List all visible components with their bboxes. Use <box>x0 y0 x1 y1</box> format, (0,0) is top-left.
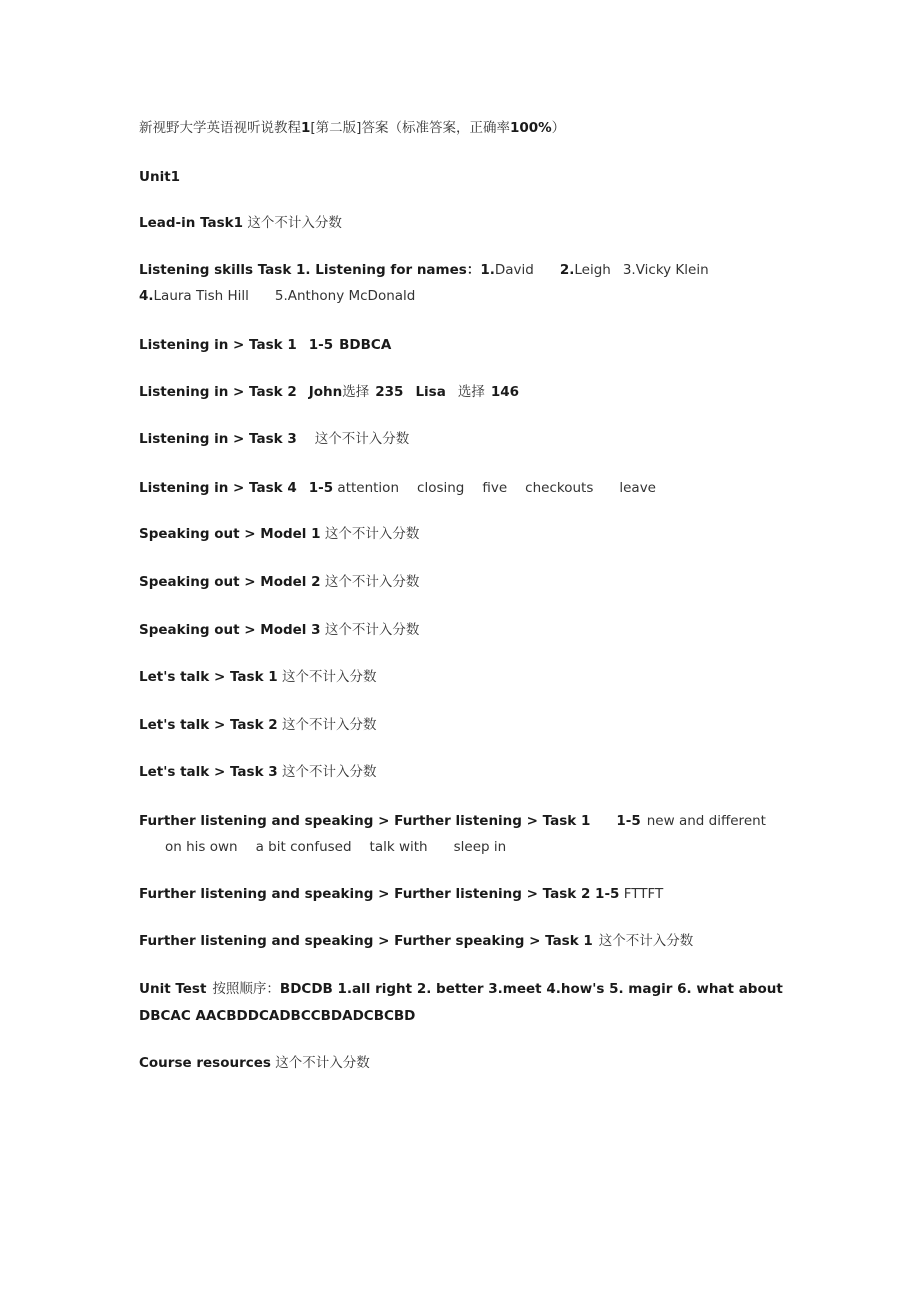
lets-talk-task1: Let's talk > Task 1 这个不计入分数 <box>139 669 377 685</box>
listening-in-task1: Listening in > Task 1 1-5 BDBCA <box>139 337 392 353</box>
leadin-task1: Lead-in Task1 这个不计入分数 <box>139 215 342 231</box>
listening-in-task2: Listening in > Task 2 John选择 235 Lisa 选择 146 <box>139 384 520 400</box>
further-speaking-task1: Further listening and speaking > Further speaking > Task 1 这个不计入分数 <box>139 933 694 949</box>
speaking-out-model1: Speaking out > Model 1 这个不计入分数 <box>139 526 420 542</box>
document-title: 新视野大学英语视听说教程1[第二版]答案（标准答案，正确率100%） <box>139 120 566 136</box>
speaking-out-model3: Speaking out > Model 3 这个不计入分数 <box>139 622 420 638</box>
lets-talk-task3: Let's talk > Task 3 这个不计入分数 <box>139 764 377 780</box>
listening-skills-task1: Listening skills Task 1. Listening for names：1.David 2.Leigh 3.Vicky Klein4.Laura Tish Hill 5.Anthony McDonald <box>139 262 709 304</box>
speaking-out-model2: Speaking out > Model 2 这个不计入分数 <box>139 574 420 590</box>
unit-test-continued: DBCAC AACBDDCADBCCBDADCBCBD <box>139 1008 416 1024</box>
listening-in-task3: Listening in > Task 3 这个不计入分数 <box>139 431 410 447</box>
listening-in-task4: Listening in > Task 4 1-5 attention closing five checkouts leave <box>139 480 656 496</box>
further-listening-task1: Further listening and speaking > Further listening > Task 1 1-5 new and differenton his own a bit confused talk with sleep in <box>139 813 766 855</box>
unit-heading: Unit1 <box>139 169 181 185</box>
course-resources: Course resources 这个不计入分数 <box>139 1055 370 1071</box>
lets-talk-task2: Let's talk > Task 2 这个不计入分数 <box>139 717 377 733</box>
further-listening-task2: Further listening and speaking > Further listening > Task 2 1-5 FTTFT <box>139 886 664 902</box>
unit-test: Unit Test 按照顺序：BDCDB 1.all right 2. better 3.meet 4.how's 5. magir 6. what about <box>139 981 783 997</box>
